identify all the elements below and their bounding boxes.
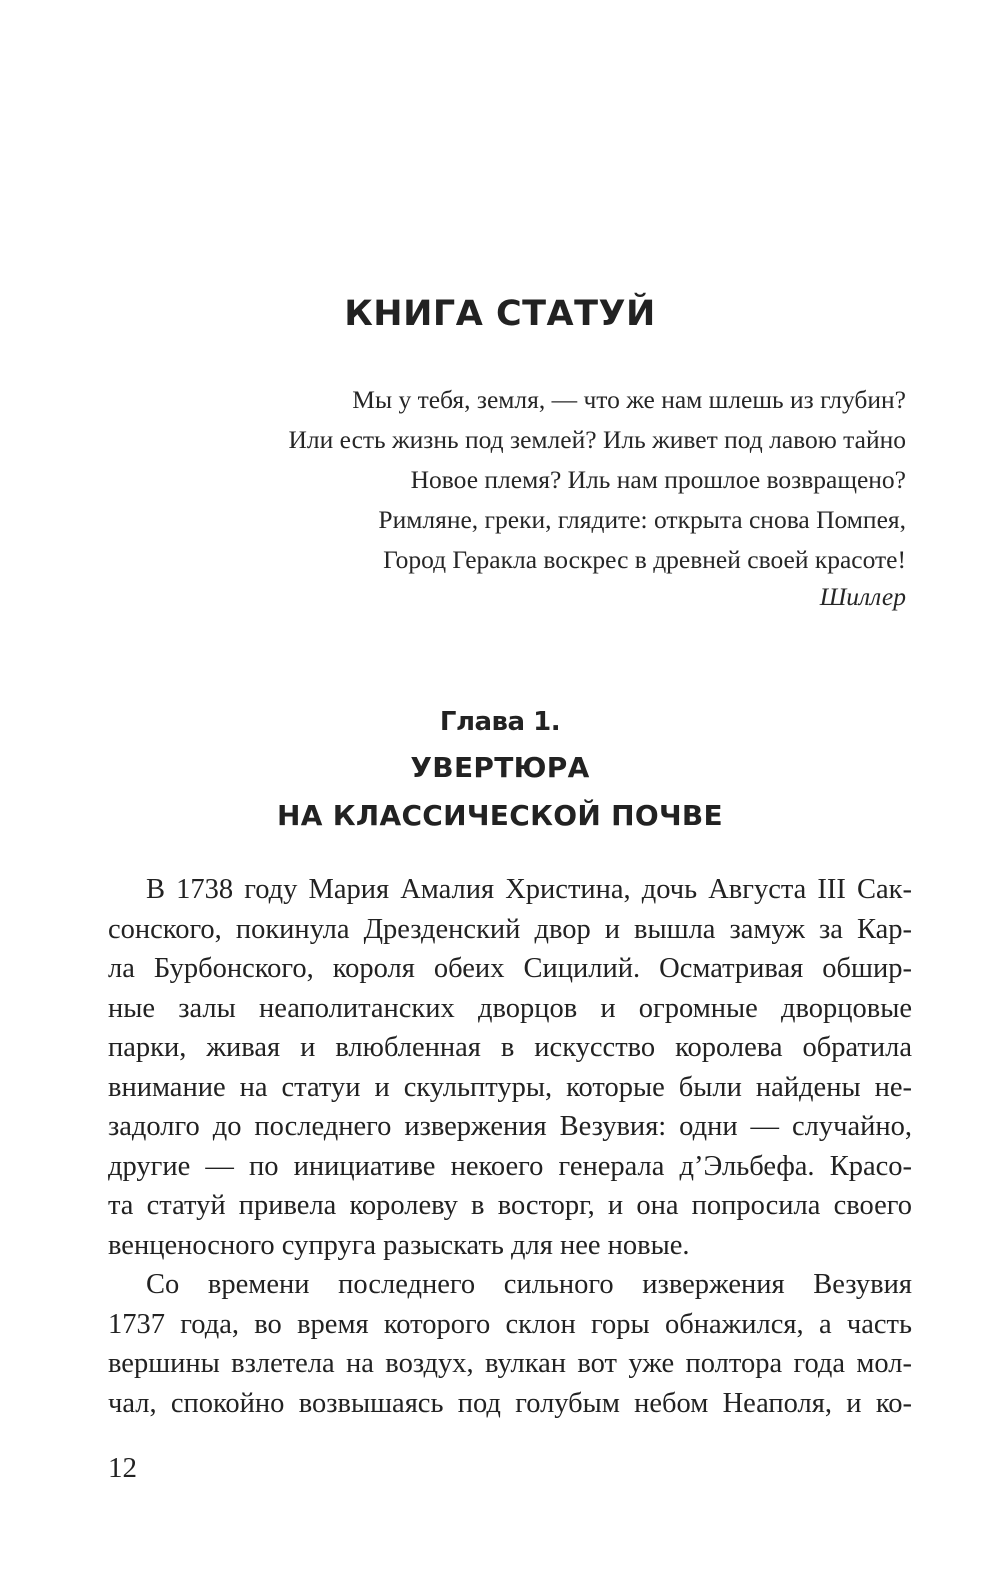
chapter-body bbox=[108, 870, 912, 1423]
epigraph bbox=[288, 380, 906, 614]
page-number: 12 bbox=[108, 1452, 137, 1484]
paragraph-2 bbox=[108, 1265, 912, 1423]
text-line: В 1738 году Мария Амалия Христина, дочь Августа III Сак- bbox=[146, 874, 912, 905]
epigraph-line: Новое племя? Иль нам прошлое возвращено? bbox=[410, 465, 906, 494]
epigraph-line: Город Геракла воскрес в древней своей красоте! bbox=[383, 545, 906, 574]
epigraph-line: Римляне, греки, глядите: открыта снова Помпея, bbox=[378, 505, 906, 534]
chapter-title-line-1: УВЕРТЮРА bbox=[410, 751, 590, 784]
text-line: Со времени последнего сильного извержения Везувия bbox=[146, 1269, 912, 1300]
epigraph-line: Мы у тебя, земля, — что же нам шлешь из глубин? bbox=[352, 385, 906, 414]
chapter-heading bbox=[0, 700, 1000, 840]
epigraph-author: Шиллер bbox=[819, 582, 906, 611]
text-line: внимание на статуи и скульптуры, которые были найдены не- bbox=[108, 1071, 912, 1103]
chapter-title-line-2: НА КЛАССИЧЕСКОЙ ПОЧВЕ bbox=[276, 799, 723, 832]
book-title: КНИГА СТАТУЙ bbox=[344, 294, 656, 334]
paragraph-1 bbox=[108, 870, 912, 1265]
text-line: парки, живая и влюбленная в искусство королева обратила bbox=[108, 1032, 912, 1063]
text-line: чал, спокойно возвышаясь под голубым небом Неаполя, и ко- bbox=[108, 1387, 912, 1419]
text-line: другие — по инициативе некоего генерала д’Эльбефа. Красо- bbox=[108, 1150, 912, 1182]
text-line: вершины взлетела на воздух, вулкан вот уже полтора года мол- bbox=[108, 1348, 912, 1379]
text-line: венценосного супруга разыскать для нее новые. bbox=[108, 1229, 690, 1261]
text-line: 1737 года, во время которого склон горы обнажился, а часть bbox=[108, 1308, 912, 1340]
epigraph-line: Или есть жизнь под землей? Иль живет под лавою тайно bbox=[288, 425, 906, 454]
chapter-number: Глава 1. bbox=[439, 707, 561, 737]
text-line: задолго до последнего извержения Везувия: одни — случайно, bbox=[108, 1111, 912, 1142]
text-line: ла Бурбонского, короля обеих Сицилий. Осматривая обшир- bbox=[108, 953, 912, 984]
text-line: та статуй привела королеву в восторг, и она попросила своего bbox=[108, 1190, 912, 1221]
text-line: ные залы неаполитанских дворцов и огромные дворцовые bbox=[108, 992, 912, 1024]
text-line: сонского, покинула Дрезденский двор и вышла замуж за Кар- bbox=[108, 913, 912, 945]
